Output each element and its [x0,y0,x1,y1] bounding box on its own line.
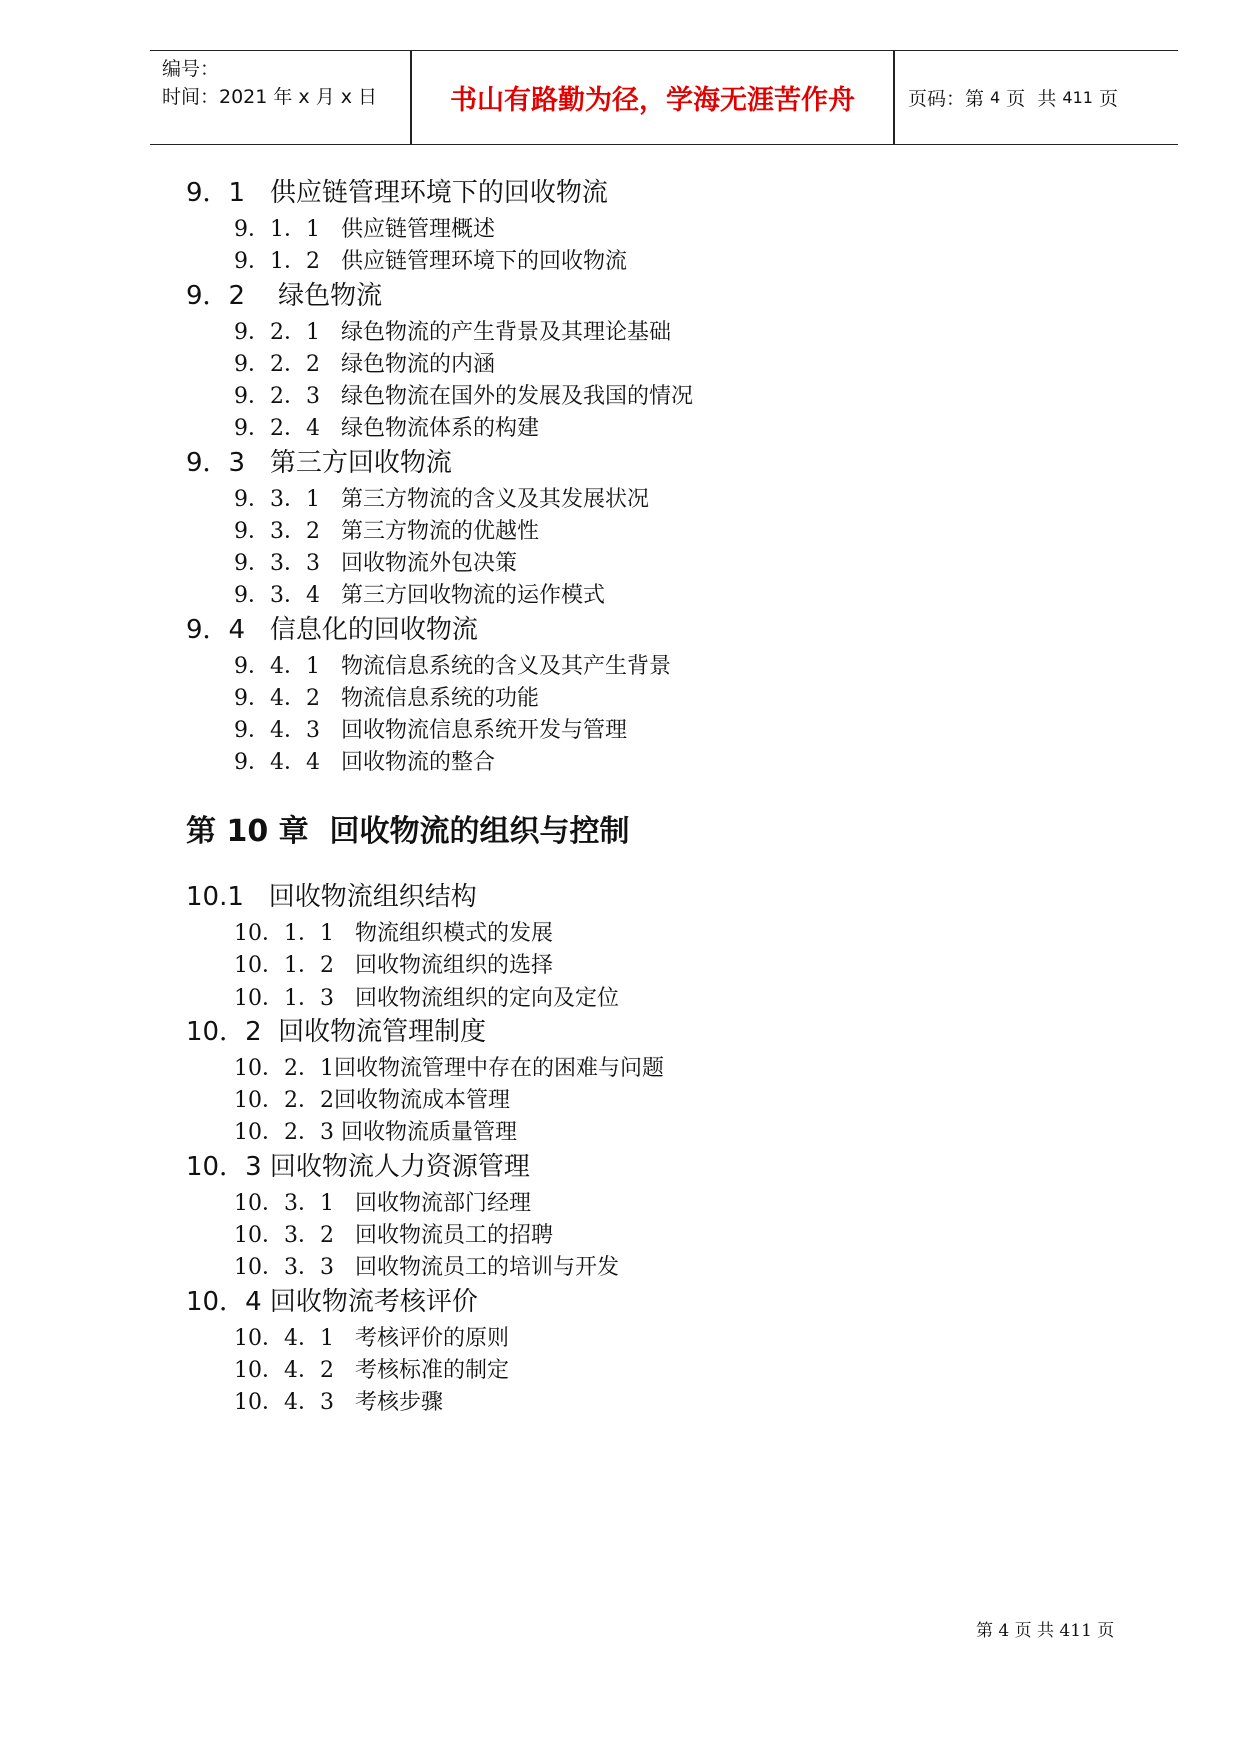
subsection-title: 物流信息系统的功能 [340,686,539,711]
subsection-number: 10．3．2 [234,1223,334,1248]
subsection-number: 10．1．2 [234,953,334,978]
subsection-title: 回收物流质量管理 [341,1120,518,1145]
section-number: 10．2 [186,1017,262,1047]
subsection-number: 9．1．2 [234,249,320,274]
section-number: 10.1 [186,882,244,912]
subsection-number: 9．4．2 [234,686,320,711]
subsection-title: 回收物流组织的定向及定位 [354,986,619,1011]
toc-subsection [234,1083,510,1114]
section-number: 9．4 [186,615,246,645]
section-title: 绿色物流 [278,281,383,311]
page-mid: 页 共 [1000,88,1063,110]
subsection-title: 回收物流的整合 [340,750,495,775]
subsection-title: 物流组织模式的发展 [354,921,553,946]
toc-subsection [234,315,671,346]
subsection-title: 第三方物流的含义及其发展状况 [340,487,649,512]
toc-subsection [234,681,539,712]
subsection-number: 9．3．3 [234,551,320,576]
header-meta [162,55,377,111]
subsection-title: 第三方物流的优越性 [340,519,539,544]
subsection-title: 回收物流部门经理 [354,1191,531,1216]
section-title: 第三方回收物流 [269,448,452,478]
chapter-heading: 第 10 章 回收物流的组织与控制 [186,814,630,849]
toc-subsection [234,916,553,947]
subsection-title: 回收物流信息系统开发与管理 [340,718,627,743]
subsection-number: 9．2．3 [234,384,320,409]
subsection-number: 9．2．1 [234,320,320,345]
subsection-number: 9．3．1 [234,487,320,512]
subsection-number: 10．1．1 [234,921,334,946]
header-motto: 书山有路勤为径，学海无涯苦作舟 [450,85,855,116]
subsection-title: 绿色物流体系的构建 [340,416,539,441]
subsection-title: 考核标准的制定 [354,1358,509,1383]
toc-section [186,1011,486,1048]
subsection-title: 回收物流管理中存在的困难与问题 [334,1056,665,1081]
section-title: 供应链管理环境下的回收物流 [269,178,608,208]
subsection-number: 10．2．2 [234,1088,334,1113]
header-divider [893,51,895,144]
section-number: 9．3 [186,448,246,478]
toc-subsection [234,745,495,776]
subsection-title: 回收物流员工的招聘 [354,1223,553,1248]
subsection-number: 9．4．3 [234,718,320,743]
subsection-title: 绿色物流的内涵 [340,352,495,377]
toc-subsection [234,244,627,275]
header-page-indicator [908,51,1118,144]
section-title: 回收物流组织结构 [268,882,477,912]
subsection-title: 第三方回收物流的运作模式 [340,583,605,608]
toc-subsection [234,1321,509,1352]
subsection-number: 10．3．3 [234,1255,334,1280]
section-title: 回收物流管理制度 [278,1017,487,1047]
subsection-number: 9．3．4 [234,583,320,608]
toc-section [186,876,477,913]
toc-subsection [234,514,539,545]
toc-subsection [234,713,627,744]
toc-subsection [234,1385,443,1416]
subsection-number: 9．4．4 [234,750,320,775]
number-label: 编号： [162,58,220,80]
toc-subsection [234,1115,517,1146]
page-suffix: 页 [1092,88,1118,110]
toc-section [186,1146,530,1183]
toc-subsection [234,482,649,513]
subsection-number: 9．3．2 [234,519,320,544]
section-title: 回收物流人力资源管理 [269,1152,530,1182]
toc-subsection [234,578,605,609]
subsection-number: 10．4．2 [234,1358,334,1383]
section-number: 10．3 [186,1152,262,1182]
toc-subsection [234,411,539,442]
section-title: 回收物流考核评价 [269,1287,478,1317]
subsection-number: 10．4．3 [234,1390,334,1415]
subsection-title: 物流信息系统的含义及其产生背景 [340,654,671,679]
subsection-title: 考核步骤 [354,1390,443,1415]
section-number: 9．2 [186,281,246,311]
toc-subsection [234,1051,664,1082]
subsection-number: 9．1．1 [234,217,320,242]
section-number: 10．4 [186,1287,262,1317]
subsection-number: 10．2．3 [234,1120,334,1145]
toc-subsection [234,948,553,979]
subsection-title: 考核评价的原则 [354,1326,509,1351]
toc-section [186,1281,478,1318]
subsection-title: 供应链管理环境下的回收物流 [340,249,627,274]
time-label: 时间：2021 年 x 月 x 日 [162,86,378,108]
toc-subsection [234,1250,619,1281]
toc-subsection [234,649,671,680]
toc-section [186,442,452,479]
toc-section [186,172,608,209]
subsection-number: 9．2．2 [234,352,320,377]
page-header [150,50,1178,145]
subsection-number: 10．1．3 [234,986,334,1011]
subsection-title: 供应链管理概述 [340,217,495,242]
subsection-title: 绿色物流在国外的发展及我国的情况 [340,384,693,409]
toc-section [186,609,478,646]
page-prefix: 页码：第 [908,88,991,110]
toc-subsection [234,981,619,1012]
toc-subsection [234,1218,553,1249]
subsection-number: 9．4．1 [234,654,320,679]
section-number: 9．1 [186,178,246,208]
subsection-title: 回收物流组织的选择 [354,953,553,978]
page-total: 411 [1062,88,1093,107]
subsection-number: 10．3．1 [234,1191,334,1216]
toc-subsection [234,347,495,378]
subsection-number: 9．2．4 [234,416,320,441]
subsection-number: 10．4．1 [234,1326,334,1351]
section-title: 信息化的回收物流 [269,615,478,645]
subsection-title: 回收物流员工的培训与开发 [354,1255,619,1280]
subsection-title: 回收物流外包决策 [340,551,517,576]
toc-subsection [234,379,693,410]
toc-subsection [234,212,495,243]
toc-subsection [234,1186,531,1217]
toc-subsection [234,546,517,577]
subsection-number: 10．2．1 [234,1056,334,1081]
toc-subsection [234,1353,509,1384]
page-number: 4 [990,88,1001,107]
page-footer: 第 4 页 共 411 页 [976,1621,1115,1641]
toc-section [186,275,382,312]
subsection-title: 回收物流成本管理 [334,1088,511,1113]
subsection-title: 绿色物流的产生背景及其理论基础 [340,320,671,345]
